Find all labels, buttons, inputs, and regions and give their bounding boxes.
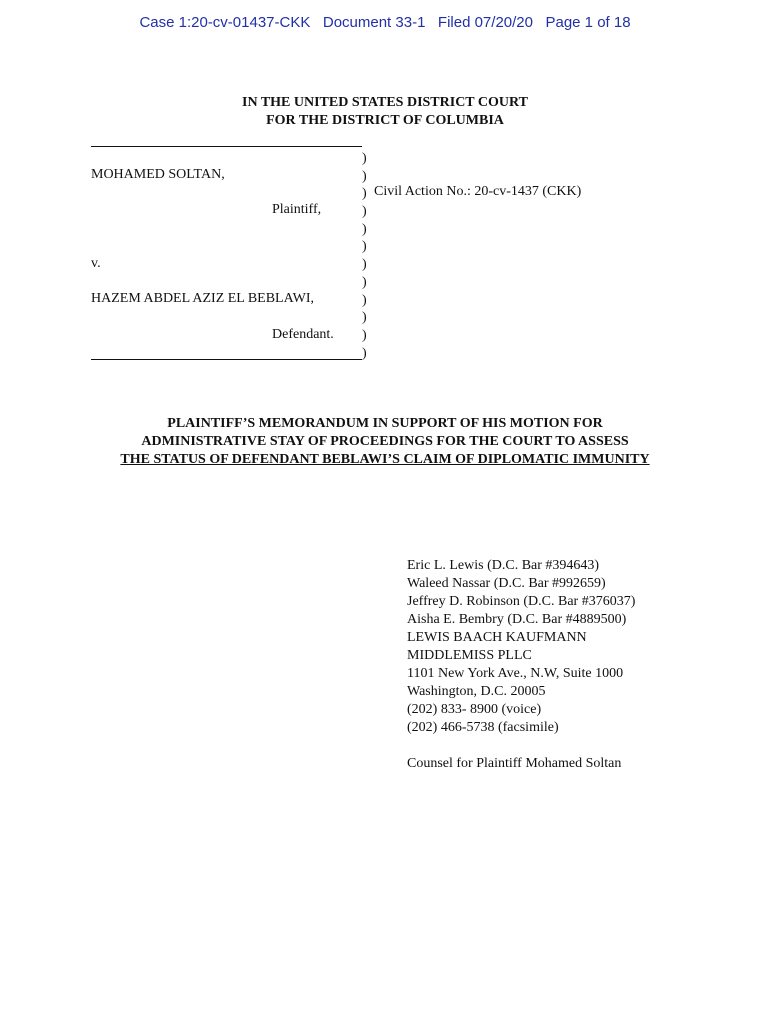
caption-paren: ) (362, 310, 367, 326)
counsel-line: (202) 466-5738 (facsimile) (407, 720, 559, 735)
caption-paren: ) (362, 151, 367, 166)
court-heading (0, 94, 770, 130)
ecf-header-stamp: Case 1:20-cv-01437-CKK Document 33-1 Filed 07/20/20 Page 1 of 18 (139, 14, 631, 31)
caption-paren: ) (362, 186, 367, 202)
counsel-line: Eric L. Lewis (D.C. Bar #394643) (407, 558, 600, 573)
memorandum-title-line-1: PLAINTIFF’S MEMORANDUM IN SUPPORT OF HIS MOTION FOR (167, 416, 603, 431)
counsel-spacer (407, 737, 635, 755)
caption-paren: ) (362, 204, 367, 220)
caption-paren: ) (362, 274, 367, 290)
court-heading-line-1: IN THE UNITED STATES DISTRICT COURT (242, 95, 528, 110)
plaintiff-name: MOHAMED SOLTAN, (91, 167, 225, 182)
counsel-line: LEWIS BAACH KAUFMANN (407, 630, 587, 645)
caption-paren: ) (362, 168, 367, 184)
counsel-line: MIDDLEMISS PLLC (407, 648, 532, 663)
counsel-line: Waleed Nassar (D.C. Bar #992659) (407, 576, 606, 591)
defendant-name: HAZEM ABDEL AZIZ EL BEBLAWI, (91, 291, 314, 306)
caption-paren: ) (362, 345, 367, 361)
counsel-line: 1101 New York Ave., N.W, Suite 1000 (407, 666, 624, 681)
caption-top-rule (91, 146, 362, 147)
memorandum-title-line-2: ADMINISTRATIVE STAY OF PROCEEDINGS FOR THE COURT TO ASSESS (141, 434, 629, 449)
counsel-block (407, 557, 635, 773)
counsel-signature-line: Counsel for Plaintiff Mohamed Soltan (407, 756, 622, 771)
counsel-line: Jeffrey D. Robinson (D.C. Bar #376037) (407, 594, 636, 609)
civil-action-number: Civil Action No.: 20-cv-1437 (CKK) (374, 184, 582, 199)
caption-paren: ) (362, 239, 367, 255)
caption-paren: ) (362, 292, 367, 308)
caption-paren: ) (362, 257, 367, 273)
versus-label: v. (91, 256, 101, 271)
defendant-role: Defendant. (272, 327, 334, 342)
caption-paren: ) (362, 221, 367, 237)
caption-bottom-rule (91, 359, 362, 360)
memorandum-title (0, 415, 770, 469)
caption-paren: ) (362, 327, 367, 343)
caption-paren-column (362, 150, 372, 362)
court-heading-line-2: FOR THE DISTRICT OF COLUMBIA (266, 113, 504, 128)
counsel-line: (202) 833- 8900 (voice) (407, 702, 542, 717)
memorandum-title-line-3: THE STATUS OF DEFENDANT BEBLAWI’S CLAIM OF DIPLOMATIC IMMUNITY (120, 452, 650, 467)
plaintiff-role: Plaintiff, (272, 202, 322, 217)
counsel-line: Aisha E. Bembry (D.C. Bar #4889500) (407, 612, 627, 627)
counsel-line: Washington, D.C. 20005 (407, 684, 546, 699)
